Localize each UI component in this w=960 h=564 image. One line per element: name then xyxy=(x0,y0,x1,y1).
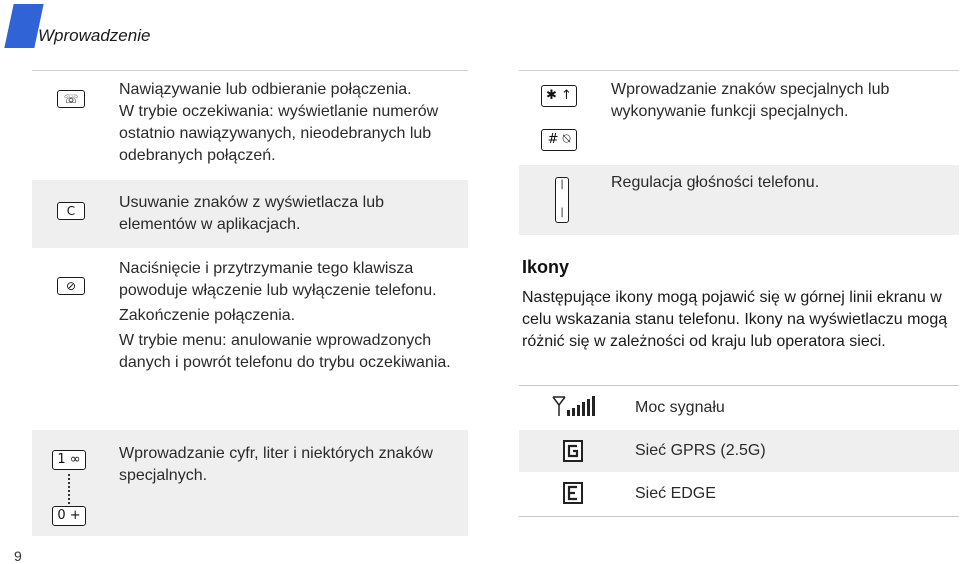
row-text: Usuwanie znaków z wyświetlacza lub elementów w aplikacjach. xyxy=(119,194,384,233)
row-text: Nawiązywanie lub odbieranie połączenia. xyxy=(119,81,412,98)
row-text: W trybie menu: anulowanie wprowadzonych danych i powrót telefonu do trybu oczekiwania. xyxy=(119,332,451,371)
alphanumeric-key-top: 1 ∞ xyxy=(52,450,86,470)
row-text: Wprowadzanie cyfr, liter i niektórych znaków specjalnych. xyxy=(119,445,433,484)
row-text: Zakończenie połączenia. xyxy=(119,307,296,324)
alphanumeric-key-bottom: 0 + xyxy=(52,506,86,526)
volume-key-icon: | | xyxy=(555,177,569,223)
call-key-icon: ☏ xyxy=(57,90,85,108)
end-key-icon: ⊘ xyxy=(57,277,85,295)
row-text: W trybie oczekiwania: wyświetlanie numerów ostatnio nawiązywanych, nieodebranych lub odebranych połączeń. xyxy=(119,103,439,164)
icon-label: Sieć EDGE xyxy=(635,485,716,502)
key-row-call xyxy=(32,71,468,179)
key-row-special xyxy=(519,71,959,165)
dots-icon xyxy=(68,474,72,504)
special-key-bottom: # ⍉ xyxy=(541,129,577,151)
page-number: 9 xyxy=(14,548,22,564)
clear-key-icon: C xyxy=(57,202,85,220)
section-title: Ikony xyxy=(522,257,570,277)
icon-label: Moc sygnału xyxy=(635,399,725,416)
icon-row-gprs xyxy=(519,430,959,472)
row-text: Wprowadzanie znaków specjalnych lub wykonywanie funkcji specjalnych. xyxy=(611,81,890,120)
icon-label: Sieć GPRS (2.5G) xyxy=(635,442,766,459)
row-text: Naciśnięcie i przytrzymanie tego klawisza powoduje włączenie lub wyłączenie telefonu. xyxy=(119,260,437,299)
icon-row-signal xyxy=(519,386,959,430)
divider xyxy=(519,516,959,517)
signal-strength-icon xyxy=(551,395,597,417)
key-row-alphanumeric xyxy=(32,430,468,536)
section-description: Następujące ikony mogą pojawić się w górnej linii ekranu w celu wskazania stanu telefonu. Ikony na wyświetlaczu mogą różnić się w zależności od kraju lub operatora sieci. xyxy=(522,289,948,350)
special-key-top: ✱ ↑ xyxy=(541,85,577,107)
page-title: Wprowadzenie xyxy=(38,26,151,45)
key-row-end xyxy=(32,248,468,428)
key-row-volume xyxy=(519,165,959,235)
edge-network-icon xyxy=(563,482,583,504)
key-row-clear xyxy=(32,180,468,248)
row-text: Regulacja głośności telefonu. xyxy=(611,174,820,191)
icon-row-edge xyxy=(519,472,959,516)
gprs-network-icon xyxy=(563,440,583,462)
